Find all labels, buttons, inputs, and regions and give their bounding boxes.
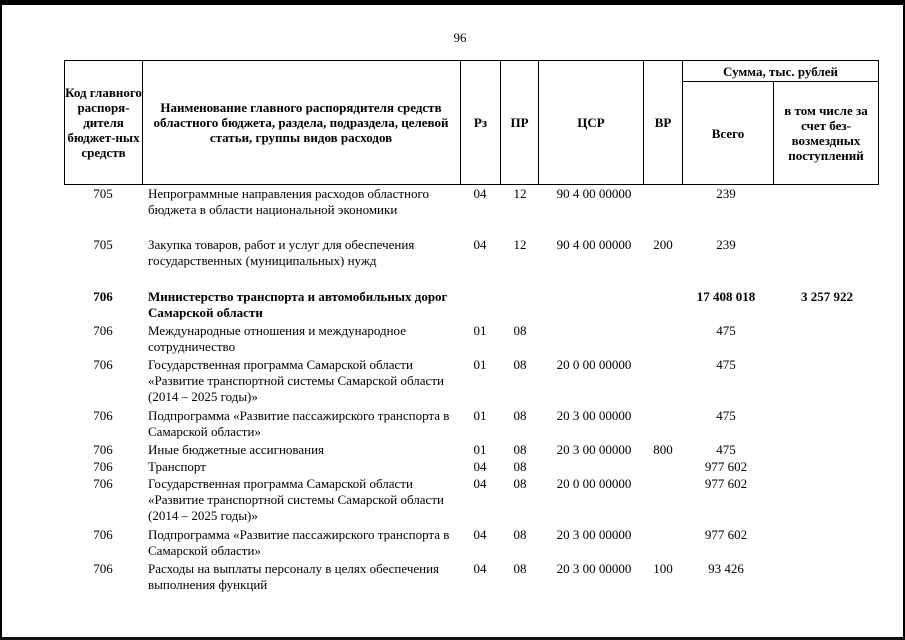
row-rz: 04 <box>473 459 487 474</box>
row-pr: 12 <box>513 237 527 252</box>
row-total: 977 602 <box>704 459 748 474</box>
row-total: 475 <box>716 323 736 338</box>
row-pr: 08 <box>513 357 527 372</box>
header-sum: Сумма, тыс. рублей <box>723 63 838 79</box>
row-code: 705 <box>93 186 113 201</box>
row-pr: 08 <box>513 323 527 338</box>
row-name: Государственная программа Самарской области «Развитие транспортной системы Самарской области (2014 – 2025 годы)» <box>148 476 444 523</box>
row-total: 475 <box>716 357 736 372</box>
row-code: 706 <box>93 408 113 423</box>
row-vr: 100 <box>653 561 673 576</box>
row-csr: 20 0 00 00000 <box>556 476 632 491</box>
row-pr: 08 <box>513 442 527 457</box>
row-rz: 01 <box>473 408 487 423</box>
header-vr: ВР <box>654 115 672 130</box>
row-name: Подпрограмма «Развитие пассажирского транспорта в Самарской области» <box>148 408 450 439</box>
row-csr: 90 4 00 00000 <box>556 186 632 201</box>
row-name: Расходы на выплаты персоналу в целях обеспечения выполнения функций <box>148 561 440 592</box>
row-total: 977 602 <box>704 476 748 491</box>
row-extra: 3 257 922 <box>801 289 853 304</box>
header-csr: ЦСР <box>577 115 605 130</box>
row-rz: 04 <box>473 237 487 252</box>
row-name: Государственная программа Самарской области «Развитие транспортной системы Самарской области (2014 – 2025 годы)» <box>148 357 444 404</box>
row-code: 706 <box>93 561 113 576</box>
row-total: 93 426 <box>708 561 744 576</box>
row-pr: 08 <box>513 476 527 491</box>
row-pr: 08 <box>513 408 527 423</box>
row-name: Непрограммные направления расходов областного бюджета в области национальной экономики <box>148 186 429 217</box>
row-total: 239 <box>716 186 736 201</box>
row-pr: 08 <box>513 561 527 576</box>
row-pr: 08 <box>513 459 527 474</box>
header-pr: ПР <box>510 115 529 130</box>
row-csr: 90 4 00 00000 <box>556 237 632 252</box>
row-csr: 20 3 00 00000 <box>556 442 632 457</box>
row-csr: 20 3 00 00000 <box>556 561 632 576</box>
row-total: 475 <box>716 442 736 457</box>
row-code: 706 <box>93 442 113 457</box>
row-csr: 20 3 00 00000 <box>556 527 632 542</box>
row-total: 977 602 <box>704 527 748 542</box>
row-code: 706 <box>93 289 113 304</box>
row-rz: 01 <box>473 442 487 457</box>
top-border <box>0 0 905 5</box>
row-pr: 08 <box>513 527 527 542</box>
row-total: 475 <box>716 408 736 423</box>
header-name: Наименование главного распорядителя средств областного бюджета, раздела, подраздела, целевой статьи, группы видов расходов <box>153 100 449 145</box>
header-extra: в том числе за счет без-возмездных поступлений <box>784 103 868 163</box>
row-name: Транспорт <box>148 459 206 474</box>
row-code: 706 <box>93 323 113 338</box>
row-code: 706 <box>93 459 113 474</box>
row-name: Иные бюджетные ассигнования <box>148 442 325 457</box>
row-name: Международные отношения и международное сотрудничество <box>148 323 406 354</box>
row-rz: 01 <box>473 323 487 338</box>
row-name: Министерство транспорта и автомобильных дорог Самарской области <box>148 289 448 320</box>
row-total: 17 408 018 <box>696 289 756 304</box>
row-code: 705 <box>93 237 113 252</box>
row-rz: 04 <box>473 186 487 201</box>
header-total: Всего <box>711 125 745 141</box>
left-border <box>0 0 2 640</box>
page-number: 96 <box>453 30 467 45</box>
row-rz: 04 <box>473 527 487 542</box>
header-code: Код главного распоря-дителя бюджет-ных средств <box>65 85 142 160</box>
row-code: 706 <box>93 357 113 372</box>
header-rz: Рз <box>473 115 488 130</box>
row-name: Подпрограмма «Развитие пассажирского транспорта в Самарской области» <box>148 527 450 558</box>
row-rz: 04 <box>473 561 487 576</box>
row-csr: 20 3 00 00000 <box>556 408 632 423</box>
row-csr: 20 0 00 00000 <box>556 357 632 372</box>
row-vr: 200 <box>653 237 673 252</box>
row-vr: 800 <box>653 442 673 457</box>
row-pr: 12 <box>513 186 527 201</box>
row-code: 706 <box>93 527 113 542</box>
row-rz: 04 <box>473 476 487 491</box>
row-code: 706 <box>93 476 113 491</box>
row-rz: 01 <box>473 357 487 372</box>
row-name: Закупка товаров, работ и услуг для обеспечения государственных (муниципальных) нужд <box>148 237 415 268</box>
row-total: 239 <box>716 237 736 252</box>
